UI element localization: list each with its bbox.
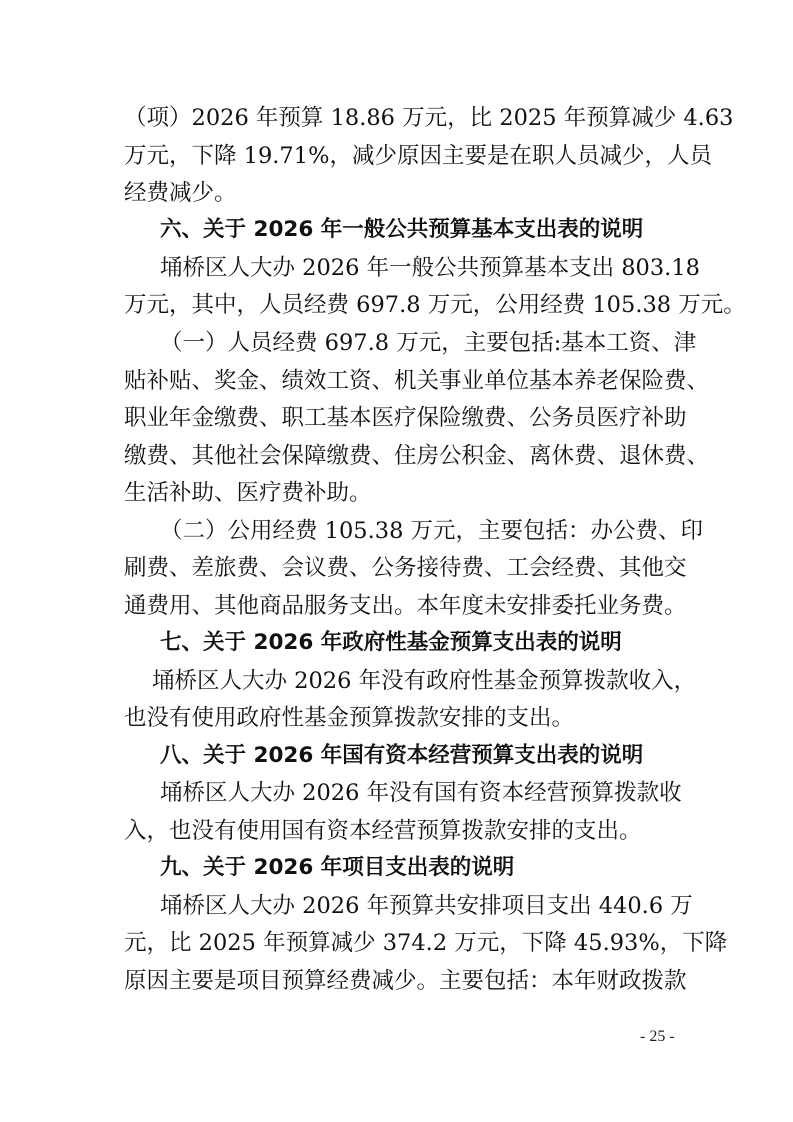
paragraph-line: 贴补贴、奖金、绩效工资、机关事业单位基本养老保险费、 bbox=[124, 368, 710, 394]
paragraph-line: 埇桥区人大办 2026 年没有政府性基金预算拨款收入， bbox=[152, 668, 697, 694]
section-heading-8: 八、关于 2026 年国有资本经营预算支出表的说明 bbox=[160, 743, 644, 768]
section-heading-9: 九、关于 2026 年项目支出表的说明 bbox=[160, 855, 515, 880]
page-number: - 25 - bbox=[640, 1028, 675, 1045]
section-heading-7: 七、关于 2026 年政府性基金预算支出表的说明 bbox=[160, 630, 622, 655]
paragraph-line: 元，比 2025 年预算减少 374.2 万元，下降 45.93%，下降 bbox=[124, 930, 728, 956]
paragraph-line: （二）公用经费 105.38 万元，主要包括：办公费、印 bbox=[160, 518, 704, 544]
paragraph-line: 原因主要是项目预算经费减少。主要包括：本年财政拨款 bbox=[124, 968, 687, 994]
paragraph-line: 入，也没有使用国有资本经营预算拨款安排的支出。 bbox=[124, 818, 642, 844]
paragraph-line: 埇桥区人大办 2026 年预算共安排项目支出 440.6 万 bbox=[160, 893, 693, 919]
paragraph-line: 生活补助、医疗费补助。 bbox=[124, 480, 372, 506]
paragraph-line: 也没有使用政府性基金预算拨款安排的支出。 bbox=[124, 705, 575, 731]
paragraph-line: 缴费、其他社会保障缴费、住房公积金、离休费、退休费、 bbox=[124, 443, 710, 469]
paragraph-line: 万元，其中，人员经费 697.8 万元，公用经费 105.38 万元。 bbox=[124, 292, 746, 318]
paragraph-line: 通费用、其他商品服务支出。本年度未安排委托业务费。 bbox=[124, 593, 687, 619]
paragraph-line: 万元，下降 19.71%，减少原因主要是在职人员减少，人员 bbox=[124, 143, 712, 169]
paragraph-line: （项）2026 年预算 18.86 万元，比 2025 年预算减少 4.63 bbox=[124, 105, 734, 131]
section-heading-6: 六、关于 2026 年一般公共预算基本支出表的说明 bbox=[160, 217, 644, 242]
paragraph-line: 职业年金缴费、职工基本医疗保险缴费、公务员医疗补助 bbox=[124, 405, 687, 431]
paragraph-line: 埇桥区人大办 2026 年一般公共预算基本支出 803.18 bbox=[160, 255, 700, 281]
paragraph-line: 经费减少。 bbox=[124, 180, 237, 206]
paragraph-line: 刷费、差旅费、会议费、公务接待费、工会经费、其他交 bbox=[124, 555, 687, 581]
paragraph-line: （一）人员经费 697.8 万元，主要包括:基本工资、津 bbox=[160, 330, 697, 356]
paragraph-line: 埇桥区人大办 2026 年没有国有资本经营预算拨款收 bbox=[160, 780, 682, 806]
